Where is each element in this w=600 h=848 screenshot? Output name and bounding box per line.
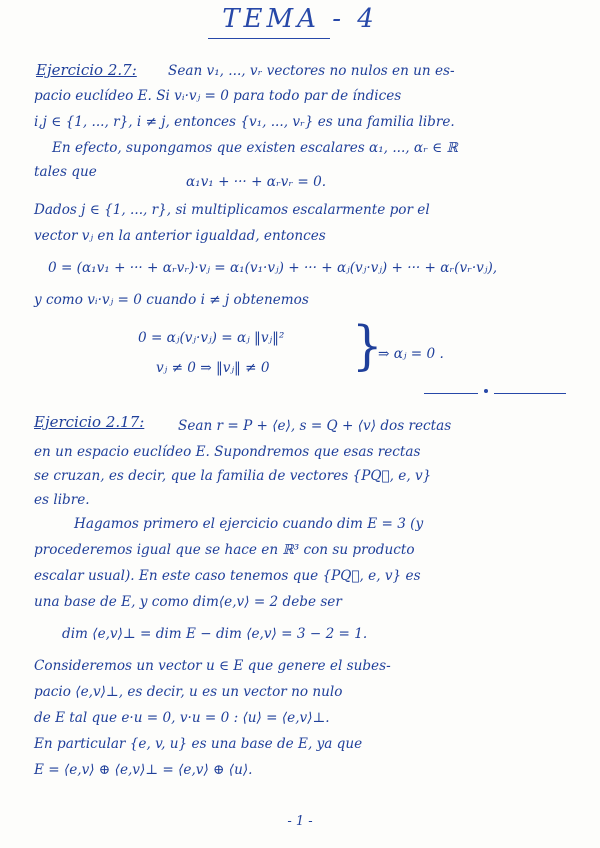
ex2-line-4: es libre.: [34, 492, 90, 508]
ex1-conclusion: ⇒ αⱼ = 0 .: [378, 346, 444, 362]
ex2-line-5: Hagamos primero el ejercicio cuando dim E = 3 (y: [74, 516, 424, 532]
ex1-line-3: i,j ∈ {1, ..., r}, i ≠ j, entonces {v₁, ..., vᵣ} es una familia libre.: [34, 114, 455, 130]
exercise-2-7-heading: Ejercicio 2.7:: [36, 61, 137, 79]
ex2-line-6: procederemos igual que se hace en ℝ³ con su producto: [34, 542, 415, 558]
ex2-line-7: escalar usual). En este caso tenemos que {PQ⃗, e, v} es: [34, 568, 421, 584]
page-title: TEMA - 4: [222, 4, 378, 34]
ex2-line-12: de E tal que e·u = 0, v·u = 0 : ⟨u⟩ = ⟨e,v⟩⊥.: [34, 710, 330, 726]
ex1-line-8: vector vⱼ en la anterior igualdad, entonces: [34, 228, 326, 244]
ex2-equation-2: E = ⟨e,v⟩ ⊕ ⟨e,v⟩⊥ = ⟨e,v⟩ ⊕ ⟨u⟩.: [34, 762, 253, 778]
ex1-equation-4: vⱼ ≠ 0 ⇒ ‖vⱼ‖ ≠ 0: [156, 360, 270, 376]
ex2-line-3: se cruzan, es decir, que la familia de vectores {PQ⃗, e, v}: [34, 468, 432, 484]
ex2-equation-1: dim ⟨e,v⟩⊥ = dim E − dim ⟨e,v⟩ = 3 − 2 = 1.: [62, 626, 368, 642]
ex2-line-8: una base de E, y como dim⟨e,v⟩ = 2 debe ser: [34, 594, 342, 610]
separator-dot: [484, 389, 488, 393]
ex2-line-11: pacio ⟨e,v⟩⊥, es decir, u es un vector no nulo: [34, 684, 343, 700]
ex1-line-1: Sean v₁, ..., vᵣ vectores no nulos en un es-: [168, 63, 455, 79]
ex1-equation-2: 0 = (α₁v₁ + ··· + αᵣvᵣ)·vⱼ = α₁(v₁·vⱼ) + ··· + αⱼ(vⱼ·vⱼ) + ··· + αᵣ(vᵣ·vⱼ),: [48, 260, 498, 276]
ex1-equation-1: α₁v₁ + ··· + αᵣvᵣ = 0.: [186, 174, 327, 190]
ex1-line-10: y como vᵢ·vⱼ = 0 cuando i ≠ j obtenemos: [34, 292, 309, 308]
ex2-line-2: en un espacio euclídeo E. Supondremos que esas rectas: [34, 444, 421, 460]
ex2-line-10: Consideremos un vector u ∈ E que genere el subes-: [34, 658, 391, 674]
separator-left: [424, 393, 478, 394]
separator-right: [494, 393, 566, 394]
right-brace: }: [352, 315, 383, 377]
ex1-line-2: pacio euclídeo E. Si vᵢ·vⱼ = 0 para todo par de índices: [34, 88, 402, 104]
title-underline: [208, 38, 330, 39]
ex2-line-1: Sean r = P + ⟨e⟩, s = Q + ⟨v⟩ dos rectas: [178, 418, 452, 434]
ex1-line-4: En efecto, supongamos que existen escalares α₁, ..., αᵣ ∈ ℝ: [52, 140, 458, 156]
ex1-line-5: tales que: [34, 164, 97, 180]
ex1-line-7: Dados j ∈ {1, ..., r}, si multiplicamos escalarmente por el: [34, 202, 430, 218]
exercise-2-17-heading: Ejercicio 2.17:: [34, 413, 145, 431]
ex2-line-13: En particular {e, v, u} es una base de E, ya que: [34, 736, 363, 752]
page-number: - 1 -: [287, 814, 313, 829]
ex1-equation-3: 0 = αⱼ(vⱼ·vⱼ) = αⱼ ‖vⱼ‖²: [138, 330, 285, 346]
